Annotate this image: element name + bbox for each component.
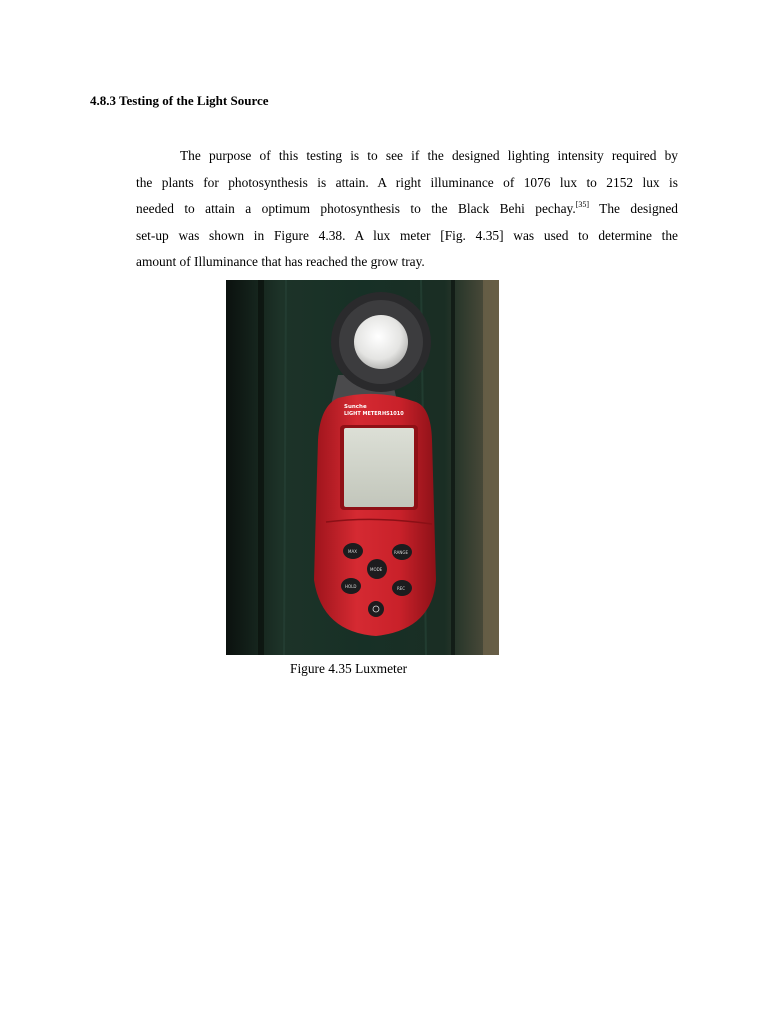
figure-caption: Figure 4.35 Luxmeter	[290, 661, 408, 676]
button-label: REC	[397, 586, 406, 591]
paragraph-line	[136, 196, 678, 223]
body-paragraph	[136, 143, 678, 276]
device-model: HS1010	[382, 411, 404, 417]
paragraph-line: set-up was shown in Figure 4.38. A lux meter [Fig. 4.35] was used to determine the	[136, 227, 678, 243]
button-label: RANGE	[394, 550, 408, 555]
button-label: MAX	[348, 549, 357, 554]
section-heading: 4.8.3 Testing of the Light Source	[90, 93, 269, 108]
button-label: HOLD	[345, 584, 357, 589]
button-label: MODE	[370, 567, 383, 572]
lcd-screen	[344, 428, 414, 507]
paragraph-line: amount of Illuminance that has reached the grow tray.	[136, 254, 425, 270]
paragraph-text: The designed	[589, 201, 678, 217]
citation-reference: [35]	[575, 200, 590, 210]
luxmeter-illustration	[226, 280, 499, 655]
paragraph-line: the plants for photosynthesis is attain. A right illuminance of 1076 lux to 2152 lux is	[136, 174, 678, 190]
device-label: LIGHT METER	[344, 411, 382, 417]
paragraph-line: The purpose of this testing is to see if the designed lighting intensity required by	[180, 148, 678, 163]
power-button	[368, 601, 384, 617]
luxmeter-photo	[226, 280, 499, 655]
paragraph-text: needed to attain a optimum photosynthesis to the Black Behi pechay.	[136, 201, 576, 217]
device-brand: Sunche	[344, 404, 367, 410]
